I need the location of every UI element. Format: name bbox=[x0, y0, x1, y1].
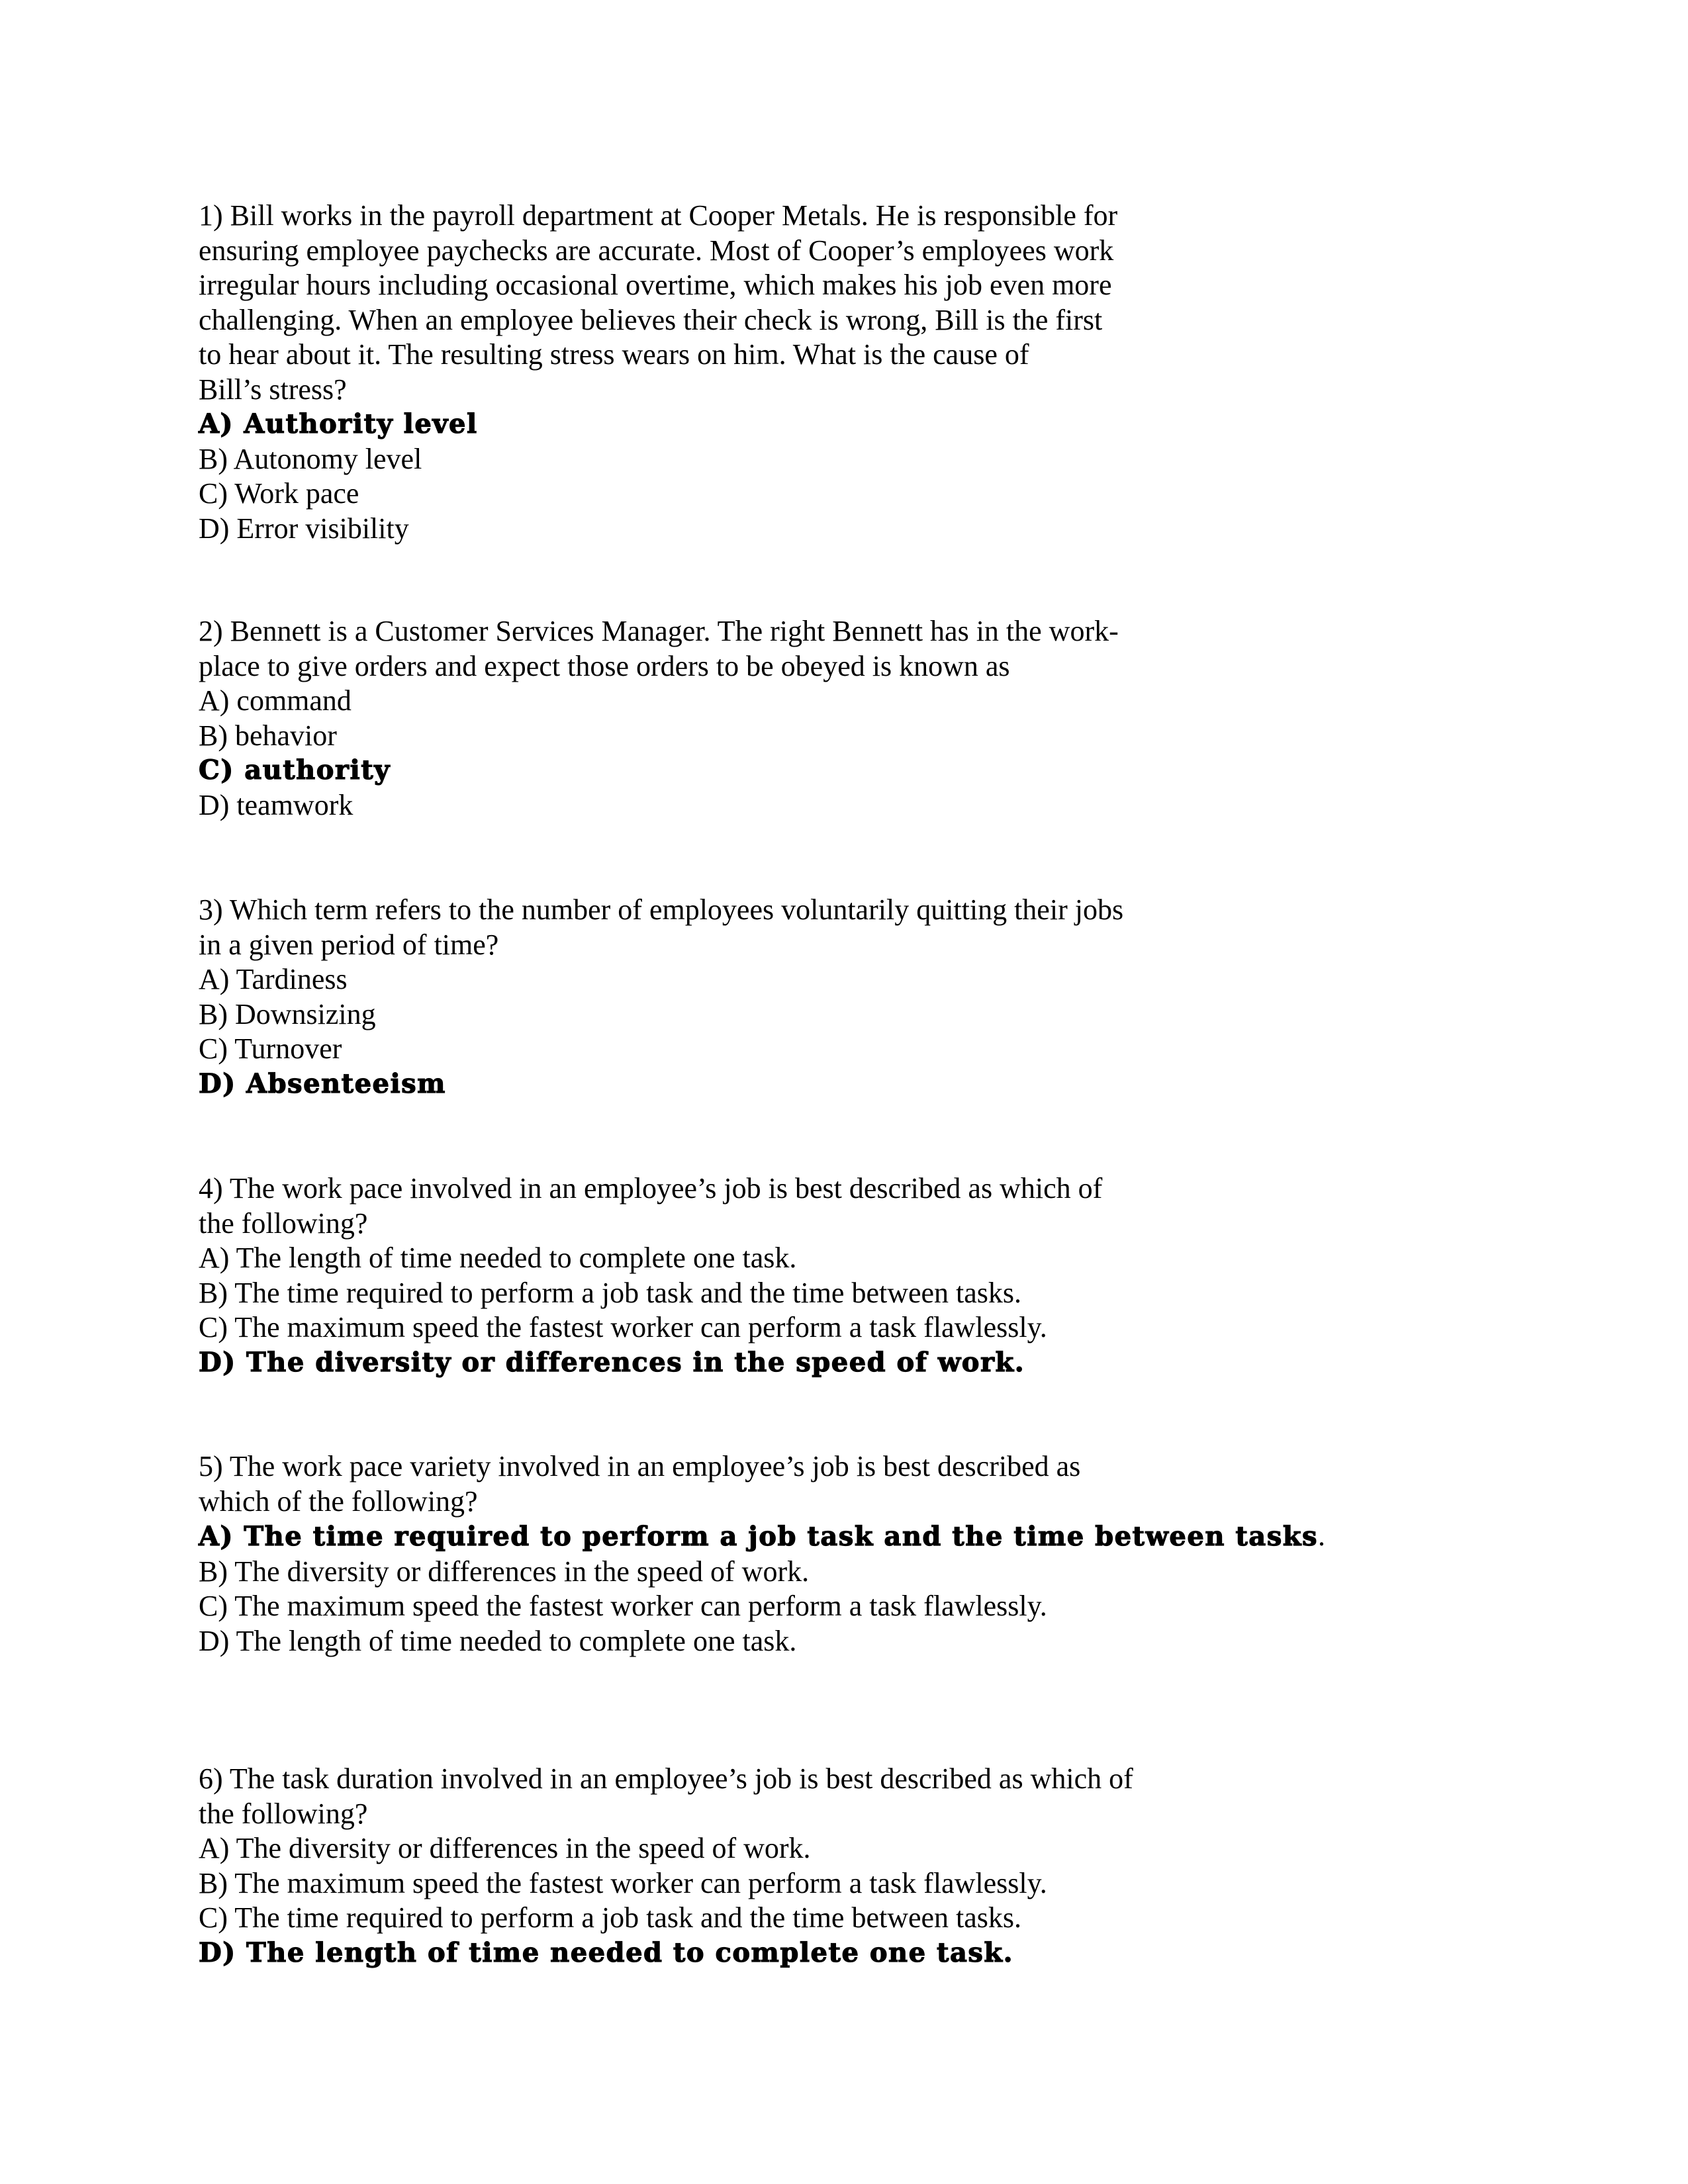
answer-option-correct bbox=[199, 1519, 1390, 1555]
answer-option-trailing-period: . bbox=[1317, 1520, 1325, 1552]
stem-line: the following? bbox=[199, 1797, 368, 1830]
answer-option: B) The maximum speed the fastest worker can perform a task flawlessly. bbox=[199, 1866, 1047, 1899]
stem-line: 2) Bennett is a Customer Services Manager. The right Bennett has in the work- bbox=[199, 615, 1119, 647]
stem-line: 4) The work pace involved in an employee’s job is best described as which of bbox=[199, 1172, 1103, 1205]
question-stem bbox=[199, 1449, 1390, 1519]
answer-option-correct: D) The length of time needed to complete one task. bbox=[199, 1936, 1014, 1968]
stem-line: 6) The task duration involved in an employee’s job is best described as which of bbox=[199, 1762, 1133, 1795]
answer-option: A) The length of time needed to complete one task. bbox=[199, 1242, 797, 1274]
question-5 bbox=[199, 1449, 1390, 1659]
answer-option: C) The time required to perform a job task and the time between tasks. bbox=[199, 1901, 1022, 1934]
answer-option: A) command bbox=[199, 684, 352, 717]
stem-line: in a given period of time? bbox=[199, 928, 499, 961]
question-stem bbox=[199, 1762, 1390, 1831]
answer-option: B) The diversity or differences in the speed of work. bbox=[199, 1555, 810, 1588]
answer-option: A) The diversity or differences in the speed of work. bbox=[199, 1832, 811, 1864]
answer-option: B) behavior bbox=[199, 719, 337, 752]
answer-option: D) teamwork bbox=[199, 788, 353, 821]
stem-line: to hear about it. The resulting stress wears on him. What is the cause of bbox=[199, 338, 1029, 371]
stem-line: 3) Which term refers to the number of employees voluntarily quitting their jobs bbox=[199, 893, 1124, 926]
answer-option: A) Tardiness bbox=[199, 963, 348, 995]
question-stem bbox=[199, 614, 1390, 684]
answer-option: C) The maximum speed the fastest worker can perform a task flawlessly. bbox=[199, 1590, 1047, 1622]
question-stem bbox=[199, 1171, 1390, 1241]
answer-option-correct: A) Authority level bbox=[199, 408, 478, 439]
stem-line: 1) Bill works in the payroll department at Cooper Metals. He is responsible for bbox=[199, 199, 1118, 232]
stem-line: irregular hours including occasional overtime, which makes his job even more bbox=[199, 269, 1112, 301]
question-3 bbox=[199, 893, 1390, 1101]
question-2 bbox=[199, 614, 1390, 823]
answer-option-correct: D) Absenteeism bbox=[199, 1068, 447, 1099]
stem-line: which of the following? bbox=[199, 1484, 478, 1518]
answer-option: C) The maximum speed the fastest worker can perform a task flawlessly. bbox=[199, 1311, 1047, 1343]
stem-line: the following? bbox=[199, 1206, 368, 1240]
stem-line: ensuring employee paychecks are accurate. Most of Cooper’s employees work bbox=[199, 234, 1114, 267]
question-stem bbox=[199, 893, 1390, 962]
answer-option: C) Turnover bbox=[199, 1032, 342, 1065]
answer-option-correct-text: A) The time required to perform a job task and the time between tasks bbox=[199, 1521, 1318, 1552]
stem-line: 5) The work pace variety involved in an employee’s job is best described as bbox=[199, 1450, 1081, 1482]
answer-option: D) Error visibility bbox=[199, 512, 409, 545]
answer-option-correct: D) The diversity or differences in the speed of work. bbox=[199, 1346, 1025, 1378]
stem-line: place to give orders and expect those orders to be obeyed is known as bbox=[199, 649, 1010, 682]
answer-option-correct: C) authority bbox=[199, 754, 391, 786]
question-1 bbox=[199, 199, 1390, 546]
answer-option: D) The length of time needed to complete one task. bbox=[199, 1624, 797, 1657]
question-stem bbox=[199, 199, 1390, 407]
stem-line: Bill’s stress? bbox=[199, 373, 347, 406]
stem-line: challenging. When an employee believes their check is wrong, Bill is the first bbox=[199, 303, 1103, 336]
question-4 bbox=[199, 1171, 1390, 1380]
answer-option: C) Work pace bbox=[199, 477, 359, 510]
answer-option: B) Downsizing bbox=[199, 997, 376, 1030]
question-6 bbox=[199, 1762, 1390, 1970]
answer-option: B) The time required to perform a job task and the time between tasks. bbox=[199, 1276, 1022, 1309]
answer-option: B) Autonomy level bbox=[199, 442, 422, 475]
